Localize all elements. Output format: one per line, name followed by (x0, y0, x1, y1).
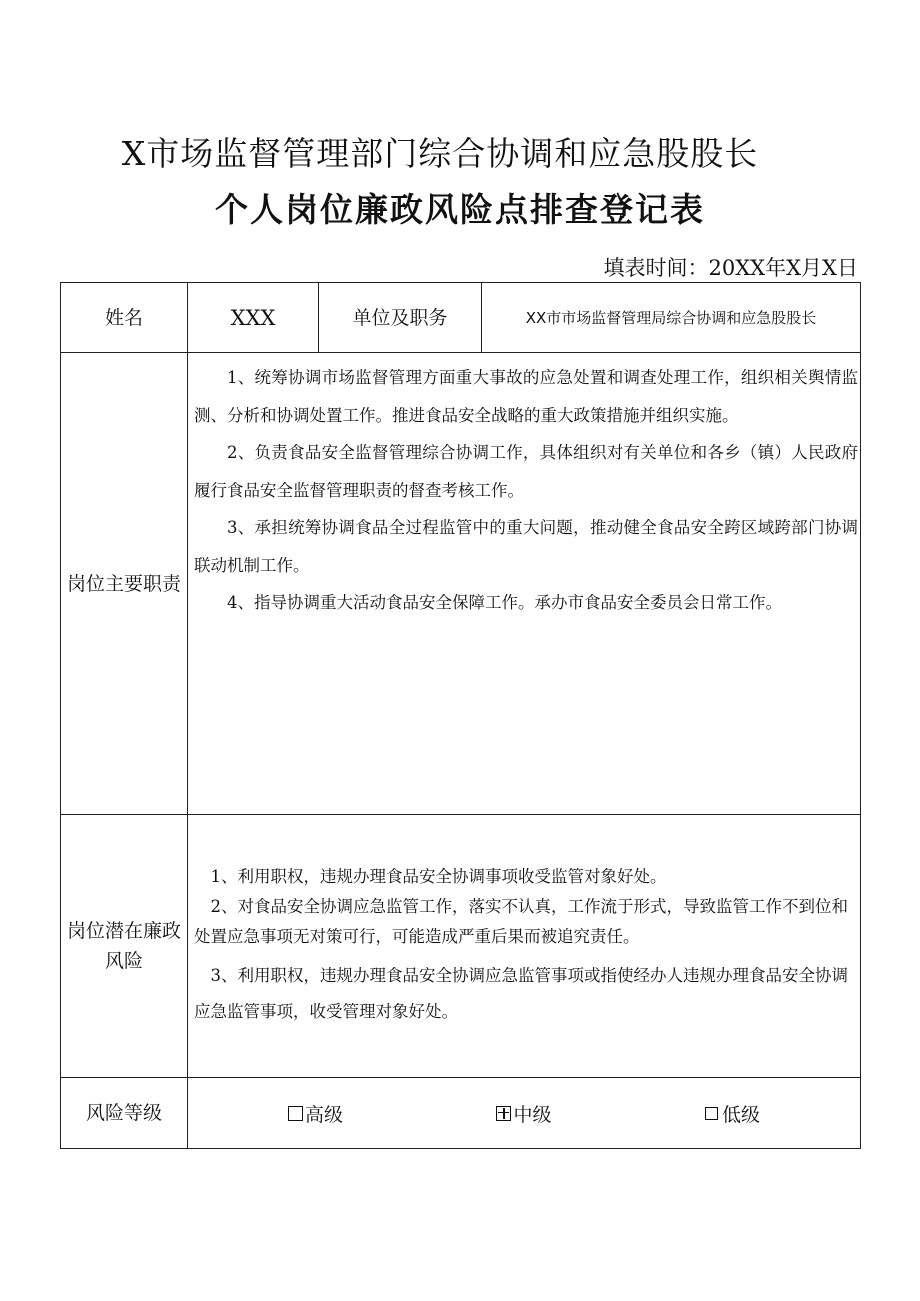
row-basic-info (61, 283, 861, 353)
risk-item: 3、利用职权，违规办理食品安全协调应急监管事项或指使经办人违规办理食品安全协调应急监管事项，收受管理对象好处。 (194, 966, 848, 1021)
name-value: XXX (188, 283, 319, 353)
duty-item: 4、指导协调重大活动食品安全保障工作。承办市食品安全委员会日常工作。 (227, 593, 782, 612)
checkbox-medium-checked-icon[interactable] (496, 1106, 511, 1121)
level-label: 风险等级 (61, 1078, 188, 1149)
name-label: 姓名 (61, 283, 188, 353)
checkbox-high-icon[interactable] (288, 1106, 303, 1121)
unit-label: 单位及职务 (319, 283, 482, 353)
risks-content (188, 815, 861, 1078)
checkbox-low-icon[interactable] (705, 1107, 718, 1120)
risk-label: 岗位潜在廉政风险 (61, 815, 188, 1078)
duty-item: 1、统筹协调市场监督管理方面重大事故的应急处置和调查处理工作，组织相关舆情监测、分析和协调处置工作。推进食品安全战略的重大政策措施并组织实施。 (194, 368, 858, 425)
duties-content (188, 353, 861, 815)
level-low-label: 低级 (721, 1103, 760, 1126)
row-risk-level (61, 1078, 861, 1149)
duty-item: 2、负责食品安全监督管理综合协调工作，具体组织对有关单位和各乡（镇）人民政府履行食品安全监督管理职责的督查考核工作。 (194, 443, 858, 500)
title-line-2: 个人岗位廉政风险点排查登记表 (215, 190, 705, 229)
duty-item: 3、承担统筹协调食品全过程监管中的重大问题，推动健全食品安全跨区域跨部门协调联动机制工作。 (194, 518, 858, 575)
level-low[interactable] (705, 1100, 760, 1127)
level-medium-label: 中级 (513, 1103, 552, 1126)
row-duties (61, 353, 861, 815)
title-line-1: X市场监督管理部门综合协调和应急股股长 (121, 134, 759, 173)
fill-date: 填表时间：20XX年X月X日 (603, 256, 858, 280)
risk-register-table (60, 282, 861, 1149)
level-high-label: 高级 (305, 1103, 344, 1126)
risk-item: 1、利用职权，违规办理食品安全协调事项收受监管对象好处。 (210, 867, 667, 886)
duties-label: 岗位主要职责 (61, 353, 188, 815)
level-high[interactable] (288, 1100, 343, 1127)
level-options (188, 1078, 861, 1149)
risk-item: 2、对食品安全协调应急监管工作，落实不认真，工作流于形式，导致监管工作不到位和处置应急事项无对策可行，可能造成严重后果而被追究责任。 (194, 897, 848, 946)
level-medium[interactable] (496, 1100, 551, 1127)
row-risks (61, 815, 861, 1078)
unit-value: XX市市场监督管理局综合协调和应急股股长 (482, 283, 861, 353)
